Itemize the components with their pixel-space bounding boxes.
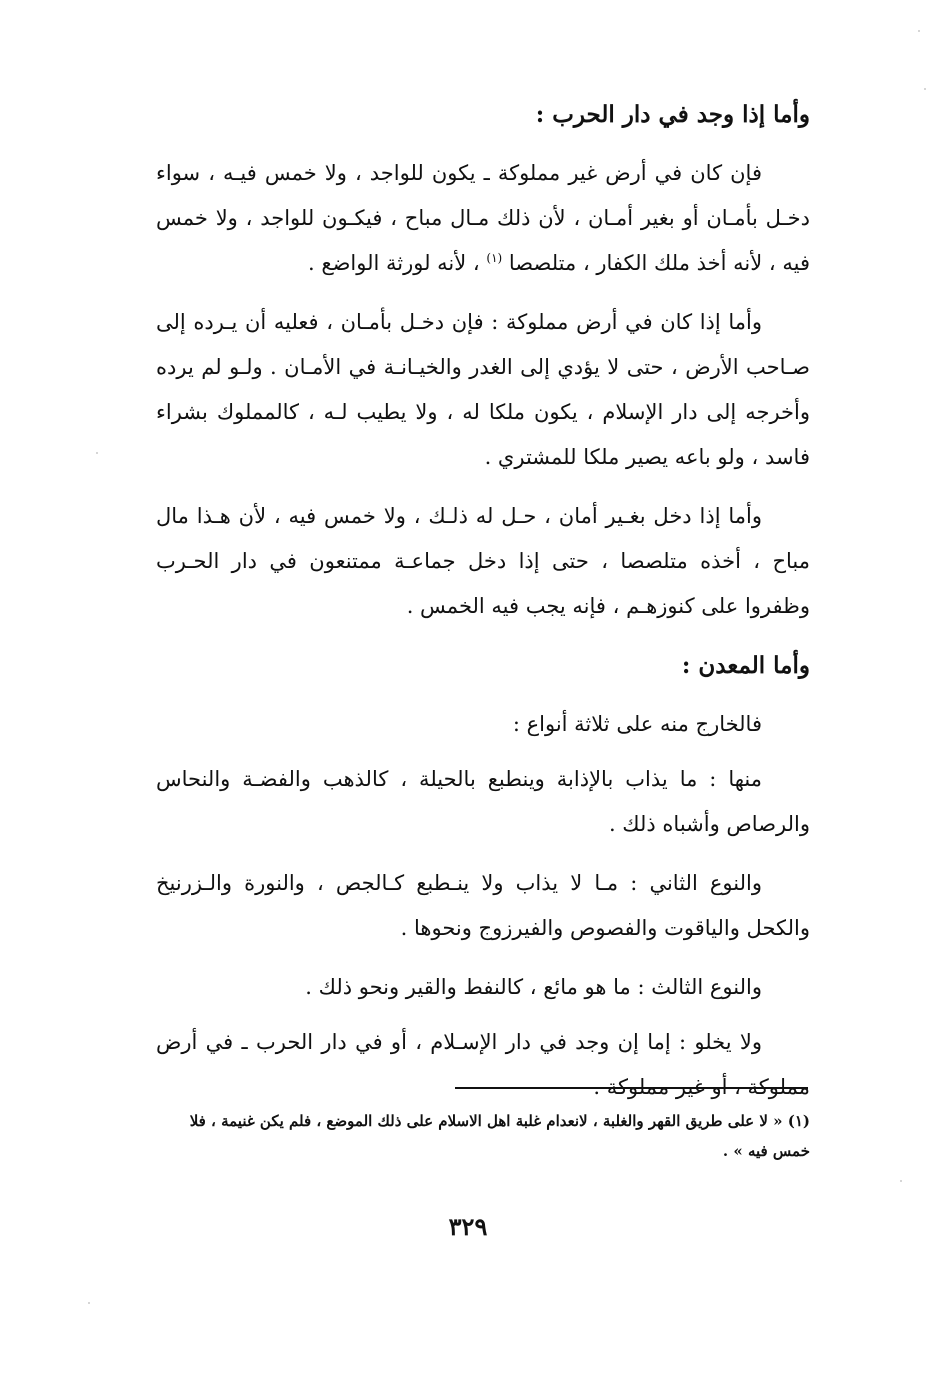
page-number: ٣٢٩ bbox=[448, 1212, 488, 1241]
paper-speck bbox=[918, 30, 920, 32]
paper-speck bbox=[96, 452, 98, 454]
paragraph-three-types: فالخارج منه على ثلاثة أنواع : bbox=[512, 712, 762, 736]
footnote-separator bbox=[455, 1087, 808, 1089]
paragraph-unowned-land bbox=[156, 151, 810, 286]
paper-speck bbox=[88, 1302, 90, 1304]
paragraph-type-two: والنوع الثاني : مـا لا يذاب ولا ينـطبع كـالجص ، والنورة والـزرنيخ والكحل والياقوت والفصوص والفيرزوج ونحوها . bbox=[156, 871, 810, 940]
paragraph-unowned-land-text: فإن كان في أرض غير مملوكة ـ يكون للواجد ، ولا خمس فيـه ، سواء دخـل بأمـان أو بغير أمـان ، لأن ذلك مـال مباح ، فيكـون للواجد ، ولا خمس فيه ، لأنه أخذ ملك الكفار ، متلصصا bbox=[156, 161, 810, 275]
paragraph-location: ولا يخلو : إما إن وجد في دار الإسـلام ، أو في دار الحرب ـ في أرض مملوكة ، أو غير مملوكة . bbox=[156, 1030, 810, 1099]
paragraph-owned-land: وأما إذا كان في أرض مملوكة : فإن دخـل بأمـان ، فعليه أن يـرده إلى صـاحب الأرض ، حتى لا يؤدي إلى الغدر والخيـانـة في الأمـان . ولـو لم يرده وأخرجه إلى دار الإسلام ، يكون ملكا له ، ولا يطيب لـه ، كالمملوك بشراء فاسد ، ولو باعه يصير ملكا للمشتري . bbox=[156, 310, 811, 469]
heading-dar-al-harb: وأما إذا وجد في دار الحرب : bbox=[535, 101, 810, 128]
footnote-reference[interactable]: (١) bbox=[486, 251, 503, 265]
paragraph-unowned-land-tail: ، لأنه لورثة الواضع . bbox=[308, 251, 480, 275]
paragraph-type-one: منها : ما يذاب بالإذابة وينطبع بالحيلة ، كالذهب والفضـة والنحاس والرصاص وأشباه ذلك . bbox=[156, 767, 810, 836]
heading-mineral: وأما المعدن : bbox=[681, 652, 810, 679]
paragraph-type-three: والنوع الثالث : ما هو مائع ، كالنفط والقير ونحو ذلك . bbox=[305, 975, 762, 999]
paragraph-without-safety: وأما إذا دخل بغـير أمان ، حـل له ذلـك ، ولا خمس فيه ، لأن هـذا مال مباح ، أخذه متلصصا ، حتى إذا دخل جماعـة ممتنعون في دار الحـرب وظفروا على كنوزهـم ، فإنه يجب فيه الخمس . bbox=[156, 504, 810, 618]
main-text bbox=[156, 92, 810, 1124]
paper-speck bbox=[924, 88, 926, 90]
footnote: (١) « لا على طريق القهر والغلبة ، لانعدام غلبة اهل الاسلام على ذلك الموضع ، فلم يكن غنيمة ، فلا خمس فيه » . bbox=[189, 1112, 810, 1160]
paper-speck bbox=[900, 1180, 902, 1182]
